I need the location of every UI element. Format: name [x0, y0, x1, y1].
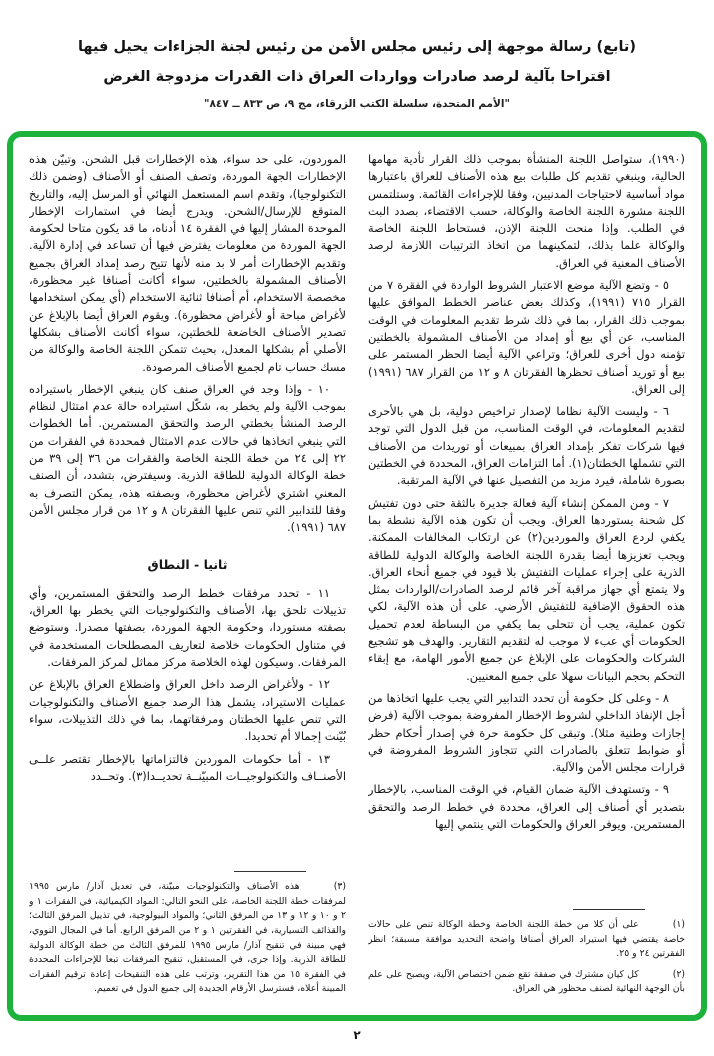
paragraph-7: ٧ - ومن الممكن إنشاء آلية فعالة جديرة بالثقة حتى دون تفتيش كل شحنة يستوردها العراق. ويجب أن تكون هذه الآلية نشطة بما يكفي لردع العراق والموردين(٢) عن ارتكاب المخالفات الممكنة. ويجب تعزيزها أيضا بقدرة اللجنة الخاصة والوكالة الدولية للطاقة الذرية على إجراء عمليات التفتيش بلا قيود في جميع أنحاء العراق. ولا يتمتع أي جهاز مراقبة آخر قائم لرصد الصادرات/الواردات بمثل هذه الحقوق الإضافية للتفتيش الأرضي. على أن هذه الآلية، لكي تكون عملية، يجب أن تتحلى بما يكفي من البساطة لعدم تحميل الحكومات أي عبء لا موجب له لتقديم التقارير. والهدف هو تشجيع الشركات والحكومات على الإبلاغ عن جميع الأمور الهامة، مع إبقاء التحكم بحجم البيانات سهلا على جميع المعنيين. [368, 495, 685, 683]
green-border-frame [7, 131, 707, 1021]
paragraph-5: ٥ - وتضع الآلية موضع الاعتبار الشروط الواردة في الفقرة ٧ من القرار ٧١٥ (١٩٩١)، وكذلك بعض عناصر الخطط الموافق عليها بموجب ذلك القرار، بما في ذلك شرط تقديم المعلومات في الوقت المناسب، عن أي بيع أو إمداد من الأصناف المشمولة بالخطتين تؤمنه دول أخرى للعراق؛ وتراعي الآلية أيضا الحظر المستمر على بيع أو توريد أصناف تحظرها الفقرتان ٨ و ١٢ من القرار ٦٨٧ (١٩٩١) إلى العراق. [368, 278, 685, 396]
paragraph-10: ١٠ - وإذا وجد في العراق صنف كان ينبغي الإخطار باستيراده بموجب الآلية ولم يخطر به، شكّل استيراده حالة عدم امتثال لنظام الرصد المنشأ بخطتي الرصد والتحقق المستمرين. أما الخطوات التي ينبغي اتخاذها في حالات عدم الامتثال فمحددة في الفقرات من ٢٢ إلى ٢٤ من خطة اللجنة الخاصة والفقرات من ٣٦ إلى ٣٩ من خطة الوكالة الدولية للطاقة الذرية. وسيفترض، بتشدد، أن الصنف المعني اشتري لأغراض محظورة، وبصفته هذه، يمكن التصرف به وفقا للتدابير التي تنص عليها الفقرتان ٨ و ١٢ من قرار مجلس الأمن ٦٨٧ (١٩٩١). [29, 381, 346, 535]
footnotes-right [368, 905, 685, 1003]
paragraph-continuation-2: الموردون، على حد سواء، هذه الإخطارات قبل الشحن. وتبيّن هذه الإخطارات الجهة الموردة، وتصف الصنف أو الأصناف (وضمن ذلك التكنولوجيا)، وتقدم اسم المستعمل النهائي أو المرسل إليه، والتاريخ المتوقع للإرسال/الشحن. ويدرج أيضا في استمارات الإخطار الموحدة المشار إليها في الفقرة ١٤ أدناه، ما قد يكون متاحا لحكومة الجهة الموردة من معلومات يفترض فيها أن تساعد في إدارة الآلية. وتقديم الإخطارات أمر لا بد منه لأنها تتيح رصد إمداد العراق بجميع الأصناف المشمولة بالخطتين، سواء أكانت أصنافا غير محظورة، مخصصة الاستخدام، أم أصنافا ثنائية الاستخدام (أي يمكن استخدامها لأغراض مباحة أو لأغراض محظورة). ويقوم العراق أيضا بالإبلاغ عن تصدير الأصناف الخاضعة للخطتين، سواء أكانت الأصناف بشكلها الأصلي أم بشكلها المعدل، بحيث تتمكن اللجنة الخاصة والوكالة من مسك حساب تام لجميع الأصناف المرصودة. [29, 152, 346, 374]
title-line-2: اقتراحا بآلية لرصد صادرات وواردات العراق ذات القدرات مزدوجة الغرض [103, 68, 611, 85]
footnote-3-number: (٣) [333, 881, 346, 893]
footnote-separator [573, 909, 645, 910]
paragraph-11: ١١ - تحدد مرفقات خطط الرصد والتحقق المستمرين، وأي تذييلات تلحق بها، الأصناف والتكنولوجيات التي يخطر بها العراق، بصفته مستوردا، وحكومة الجهة الموردة، بصفتها مصدرا. وستوضع في متناول الحكومات خلاصة لتعاريف المصطلحات المستخدمة في المرفقات. وسيكون لهذه الخلاصة مركز مماثل لمركز المرفقات. [29, 585, 346, 670]
column-left [29, 151, 346, 1003]
footnote-2-text: كل كيان مشترك في صفقة تقع ضمن اختصاص الآلية، ويصبح على علم بأن الوجهة النهائية لصنف محظور هي العراق. [368, 968, 685, 995]
title-line-1: (تابع) رسالة موجهة إلى رئيس مجلس الأمن من رئيس لجنة الجزاءات يحيل فيها [77, 39, 636, 55]
footnote-3-text: هذه الأصناف والتكنولوجيات مبيّنة، في تعديل آذار/ مارس ١٩٩٥ لمرفقات خطة اللجنة الخاصة، على النحو التالي: المواد الكيميائية، في الفقرات ١ و ٢ و ١٠ و ١٢ و ١٣ من المرفق الثاني؛ والمواد البيولوجية، في تذييل المرفق الثالث؛ والقذائف التسيارية، في الفقرتين ١ و ٢ من المرفق الرابع. أما في المجال النووي، فهي مبينة في تنقيح آذار/ مارس ١٩٩٥ للمرفق الثالث من خطة الوكالة الدولية للطاقة الذرية. وإذا جرى، في المستقبل، تنقيح المرفقات تبعا للإجراءات المحددة في الفقرة ١٥ من هذا التقرير، وترتب على هذه التنقيحات إعادة ترقيم الفقرات المبينة أعلاه، فسترسل الأرقام الجديدة إلى جميع الدول في تعميم. [29, 881, 346, 995]
footnote-1-text: على أن كلا من خطة اللجنة الخاصة وخطة الوكالة تنص على حالات خاصة يقتضي فيها استيراد العراق أصنافا واضحة التحديد موافقة مسبقة؛ انظر الفقرتين ٢٤ و ٢٥. [368, 919, 685, 960]
column-right [368, 151, 685, 1003]
paragraph-12: ١٢ - ولأغراض الرصد داخل العراق واضطلاع العراق بالإبلاغ عن عمليات الاستيراد، يشمل هذا الرصد جميع الأصناف والتكنولوجيات التي تنص عليها الخطتان ومرفقاتهما، بما في ذلك التذييلات، سواء بُيّنت إجمالا أم تحديدا. [29, 677, 346, 744]
paragraph-6: ٦ - وليست الآلية نظاما لإصدار تراخيص دولية، بل هي بالأحرى لتقديم المعلومات، في الوقت المناسب، من قبل الدول التي توجد فيها شركات تفكر بإمداد العراق بمبيعات أو توريدات من الأصناف التي تشملها الخطتان(١). أما التزامات العراق، المحددة في الخطتين بصورة شاملة، فيرد مزيد من التفصيل عنها في الآلية المرتقبة. [368, 404, 685, 488]
paragraph-9: ٩ - وتستهدف الآلية ضمان القيام، في الوقت المناسب، بالإخطار بتصدير أي أصناف إلى العراق، محددة في خطط الرصد والتحقق المستمرين. ويوفر العراق والحكومات التي ينتمي إليها [368, 782, 685, 831]
document-header [0, 0, 714, 110]
footnote-2 [368, 968, 685, 997]
footnote-2-number: (٢) [672, 968, 685, 980]
section-heading-scope: ثانيا - النطاق [147, 556, 228, 572]
footnote-1 [368, 918, 685, 962]
footnote-3 [29, 880, 346, 997]
footnote-1-number: (١) [672, 919, 685, 931]
page-number: ٢ [353, 1028, 361, 1042]
footnotes-left [29, 867, 346, 1003]
source-citation: "الأمم المتحدة، سلسلة الكتب الزرقاء، مج ٩، ص ٨٣٣ ــ ٨٤٧" [204, 98, 510, 110]
footnote-separator [234, 871, 306, 872]
paragraph-13: ١٣ - أما حكومات الموردين فالتزاماتها بالإخطار تقتصر علــى الأصنــاف والتكنولوجيــات المبيّنــة تحديــدا(٣). وتحــدد [29, 751, 346, 783]
paragraph-continuation: (١٩٩٠)، ستواصل اللجنة المنشأة بموجب ذلك القرار تأدية مهامها الحالية، وينبغي تقديم كل طلبات بيع هذه الأصناف للعراق باعتبارها مواد أساسية لاحتياجات المدنيين، وفقا للإجراءات القائمة. وستلتمس اللجنة مشورة اللجنة الخاصة والوكالة، حسب الاقتضاء، بصدد البت في الطلب. وإذا منحت اللجنة الإذن، فستحاط اللجنة الخاصة والوكالة علما بذلك، لتمكينهما من اتخاذ الترتيبات اللازمة لرصد الأصناف المعنية في العراق. [368, 152, 685, 270]
paragraph-8: ٨ - وعلى كل حكومة أن تحدد التدابير التي يجب عليها اتخاذها من أجل الإنفاذ الداخلي لشروط الإخطار المفروضة بموجب الآلية (فرض إجازات وطنية مثلا). وتبقى كل حكومة حرة في إصدار أحكام حظر أو ضوابط تتعلق بالصادرات التي تتجاوز الشروط المفروضة في قرارات مجلس الأمن والآلية. [368, 690, 685, 775]
two-column-body [29, 151, 685, 1003]
